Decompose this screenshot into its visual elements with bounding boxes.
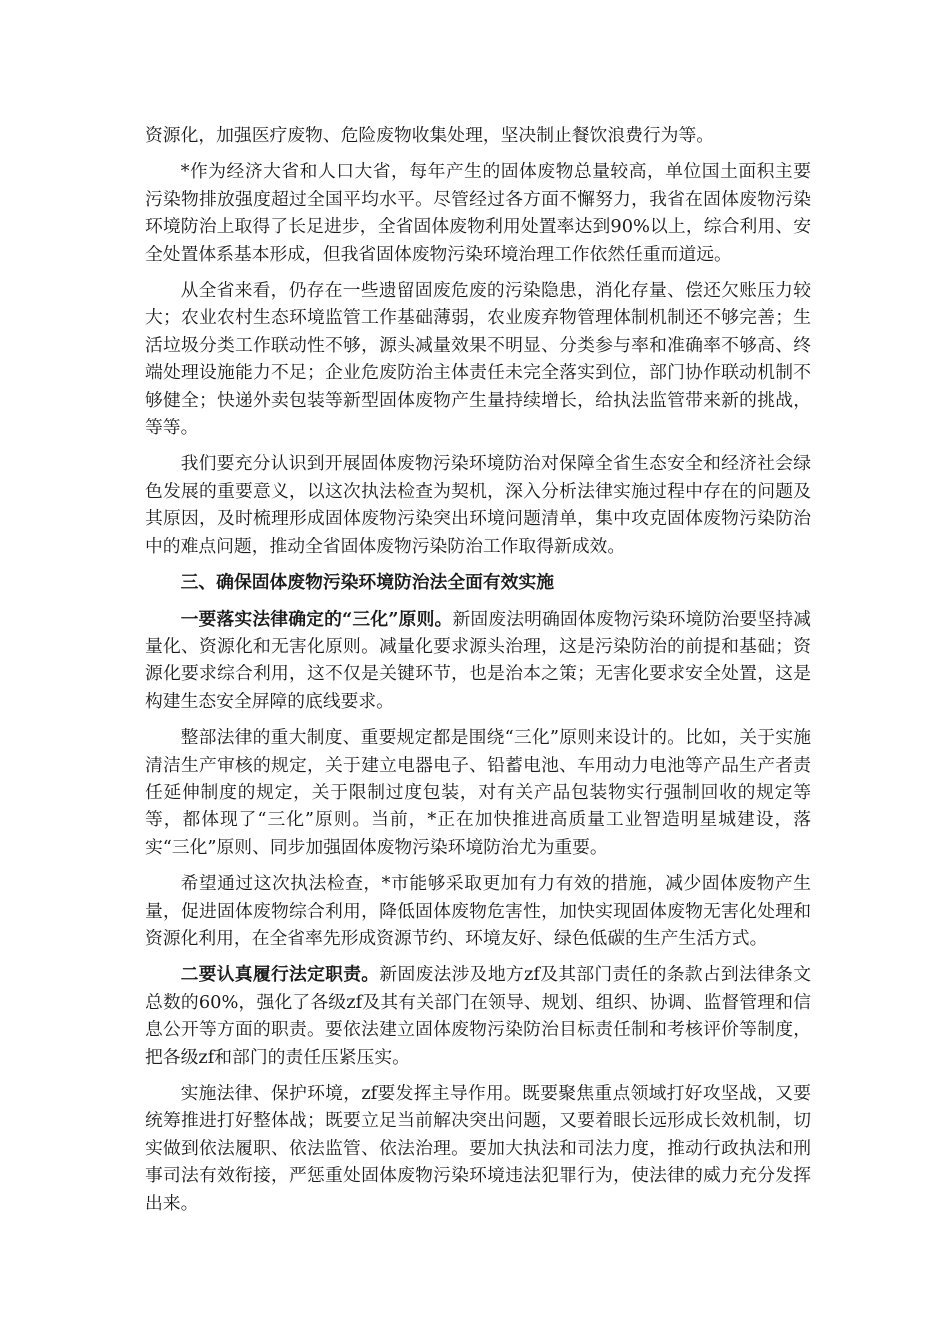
paragraph-4	[145, 450, 811, 560]
paragraph-text: 新固废法明确固体废物污染环境防治要坚持减量化、资源化和无害化原则。减量化要求源头治理，这是污染防治的前提和基础；资源化要求综合利用，这不仅是关键环节，也是治本之策；无害化要求安全处置，这是构建生态安全屏障的底线要求。	[145, 608, 811, 712]
paragraph-7	[145, 870, 811, 952]
paragraph-3	[145, 277, 811, 441]
paragraph-text: 资源化，加强医疗废物、危险废物收集处理，坚决制止餐饮浪费行为等。	[145, 125, 715, 146]
paragraph-2	[145, 158, 811, 268]
paragraph-1	[145, 122, 811, 149]
document-body	[145, 122, 811, 1226]
paragraph-text: 整部法律的重大制度、重要规定都是围绕“三化”原则来设计的。比如，关于实施清洁生产审核的规定，关于建立电器电子、铅蓄电池、车用动力电池等产品生产者责任延伸制度的规定，关于限制过度包装，对有关产品包装物实行强制回收的规定等等，都体现了“三化”原则。当前，*正在加快推进高质量工业智造明星城建设，落实“三化”原则、同步加强固体废物污染环境防治尤为重要。	[145, 727, 811, 858]
paragraph-text: *作为经济大省和人口大省，每年产生的固体废物总量较高，单位国土面积主要污染物排放强度超过全国平均水平。尽管经过各方面不懈努力，我省在固体废物污染环境防治上取得了长足进步，全省固体废物利用处置率达到90%以上，综合利用、安全处置体系基本形成，但我省固体废物污染环境治理工作依然任重而道远。	[145, 161, 811, 265]
paragraph-text: 我们要充分认识到开展固体废物污染环境防治对保障全省生态安全和经济社会绿色发展的重要意义，以这次执法检查为契机，深入分析法律实施过程中存在的问题及其原因，及时梳理形成固体废物污染突出环境问题清单，集中攻克固体废物污染防治中的难点问题，推动全省固体废物污染防治工作取得新成效。	[145, 453, 811, 557]
heading-text: 三、确保固体废物污染环境防治法全面有效实施	[180, 572, 555, 594]
paragraph-6	[145, 724, 811, 861]
paragraph-lead: 一要落实法律确定的“三化”原则。	[180, 608, 453, 630]
paragraph-8	[145, 961, 811, 1071]
section-heading-3	[145, 569, 811, 596]
paragraph-5	[145, 606, 811, 716]
paragraph-9	[145, 1080, 811, 1217]
paragraph-text: 实施法律、保护环境，zf要发挥主导作用。既要聚焦重点领域打好攻坚战，又要统筹推进打好整体战；既要立足当前解决突出问题，又要着眼长远形成长效机制，切实做到依法履职、依法监管、依法治理。要加大执法和司法力度，推动行政执法和刑事司法有效衔接，严惩重处固体废物污染环境违法犯罪行为，使法律的威力充分发挥出来。	[145, 1083, 811, 1214]
paragraph-text: 从全省来看，仍存在一些遗留固废危废的污染隐患，消化存量、偿还欠账压力较大；农业农村生态环境监管工作基础薄弱，农业废弃物管理体制机制还不够完善；生活垃圾分类工作联动性不够，源头减量效果不明显、分类参与率和准确率不够高、终端处理设施能力不足；企业危废防治主体责任未完全落实到位，部门协作联动机制不够健全；快递外卖包装等新型固体废物产生量持续增长，给执法监管带来新的挑战，等等。	[145, 280, 811, 439]
paragraph-lead: 二要认真履行法定职责。	[180, 964, 380, 986]
paragraph-text: 希望通过这次执法检查，*市能够采取更加有力有效的措施，减少固体废物产生量，促进固体废物综合利用，降低固体废物危害性，加快实现固体废物无害化处理和资源化利用，在全省率先形成资源节约、环境友好、绿色低碳的生产生活方式。	[145, 873, 811, 949]
paragraph-text: 新固废法涉及地方zf及其部门责任的条款占到法律条文总数的60%，强化了各级zf及其有关部门在领导、规划、组织、协调、监督管理和信息公开等方面的职责。要依法建立固体废物污染防治目标责任制和考核评价等制度，把各级zf和部门的责任压紧压实。	[145, 964, 811, 1068]
